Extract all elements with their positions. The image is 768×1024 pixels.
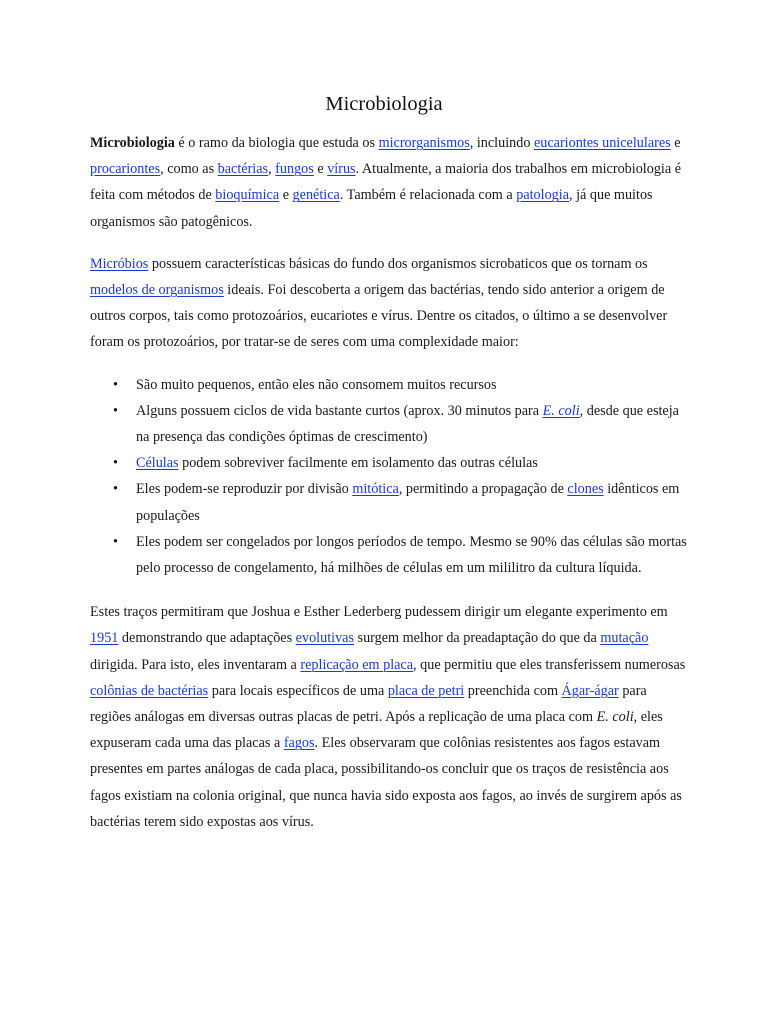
- list-item: [90, 398, 690, 450]
- text: para regiões análogas em diversas outras placas de petri. Após a replicação de uma placa com: [90, 682, 647, 726]
- bold-term-microbiologia: Microbiologia: [90, 135, 175, 151]
- characteristics-list: [90, 372, 690, 582]
- text: podem sobreviver facilmente em isolamento das outras células: [178, 455, 538, 472]
- link-microrganismos[interactable]: microrganismos: [378, 135, 470, 151]
- text: , permitindo a propagação de: [398, 481, 568, 498]
- list-item: [90, 450, 690, 476]
- text: . Também é relacionada com a: [339, 187, 517, 204]
- text: preenchida com: [464, 682, 562, 699]
- text: Estes traços permitiram que Joshua e Esther Lederberg pudessem dirigir um elegante experimento em: [90, 604, 668, 621]
- link-microbios[interactable]: Micróbios: [90, 255, 149, 272]
- link-placa-de-petri[interactable]: placa de petri: [387, 682, 465, 699]
- paragraph-microbios: [90, 251, 690, 356]
- italic-species-name: E. coli: [542, 402, 580, 419]
- link-bacterias[interactable]: bactérias: [217, 161, 269, 178]
- link-agar-agar[interactable]: Ágar-ágar: [561, 682, 619, 699]
- text: e: [670, 135, 681, 151]
- link-clones[interactable]: clones: [567, 481, 604, 498]
- list-item: [90, 372, 690, 398]
- text: , incluindo: [469, 135, 534, 151]
- paragraph-lederberg: [90, 599, 690, 835]
- link-mitotica[interactable]: mitótica: [352, 481, 399, 498]
- text: . Atualmente, a maioria dos trabalhos em microbiologia é feita com métodos de: [90, 161, 682, 204]
- text: Eles podem-se reproduzir por divisão: [136, 481, 353, 498]
- link-procariontes[interactable]: procariontes: [90, 161, 161, 178]
- text: , já que muitos organismos são patogênicos.: [90, 187, 653, 230]
- link-colonias-de-bacterias[interactable]: colônias de bactérias: [90, 682, 209, 699]
- text: e: [279, 187, 293, 204]
- article-body: [90, 130, 690, 851]
- link-modelos-de-organismos[interactable]: modelos de organismos: [90, 282, 224, 299]
- text: Alguns possuem ciclos de vida bastante curtos (aprox. 30 minutos para: [136, 402, 543, 419]
- link-eucariontes-unicelulares[interactable]: eucariontes unicelulares: [533, 135, 671, 151]
- text: . Eles observaram que colônias resistentes aos fagos estavam presentes em partes análogas de cada placa, possibilitando-os concluir que os traços de resistência aos fagos existiam na colonia original, que nunca havia sido exposta aos fagos, ao invés de surgirem após as bactérias terem sido expostas aos vírus.: [90, 735, 682, 830]
- list-item: [90, 529, 690, 581]
- text: São muito pequenos, então eles não consomem muitos recursos: [136, 376, 497, 393]
- page-title: Microbiologia: [325, 93, 443, 115]
- link-fungos[interactable]: fungos: [275, 161, 314, 178]
- text: ideais. Foi descoberta a origem das bactérias, tendo sido anterior a origem de outros corpos, tais como protozoários, eucariotes e vírus. Dentre os citados, o último a se desenvolver foram os protozoários, por tratar-se de seres com uma complexidade maior:: [90, 282, 668, 351]
- text: demonstrando que adaptações: [118, 630, 296, 647]
- italic-species-name: E. coli: [596, 709, 634, 726]
- list-item: [90, 476, 690, 528]
- link-bioquimica[interactable]: bioquímica: [215, 187, 280, 204]
- link-1951[interactable]: 1951: [90, 630, 119, 647]
- text: e: [313, 161, 328, 178]
- link-evolutivas[interactable]: evolutivas: [295, 630, 354, 647]
- link-genetica[interactable]: genética: [292, 187, 340, 204]
- text: idênticos em populações: [136, 481, 680, 524]
- link-virus[interactable]: vírus: [327, 161, 356, 178]
- text: Eles podem ser congelados por longos períodos de tempo. Mesmo se 90% das células são mortas pelo processo de congelamento, há milhões de células em um mililitro da cultura líquida.: [136, 533, 687, 577]
- link-celulas[interactable]: Células: [136, 455, 179, 472]
- text: dirigida. Para isto, eles inventaram a: [90, 656, 301, 673]
- text: , desde que esteja na presença das condições óptimas de crescimento): [136, 402, 679, 446]
- text: é o ramo da biologia que estuda os: [174, 135, 379, 151]
- text: , como as: [160, 161, 218, 178]
- link-replicacao-em-placa[interactable]: replicação em placa: [300, 656, 414, 673]
- link-patologia[interactable]: patologia: [516, 187, 570, 204]
- paragraph-intro: [90, 130, 690, 235]
- text: para locais específicos de uma: [208, 682, 388, 699]
- link-e-coli[interactable]: [543, 403, 580, 419]
- link-fagos[interactable]: fagos: [283, 735, 315, 752]
- text: possuem características básicas do fundo dos organismos sicrobaticos que os tornam os: [148, 255, 648, 272]
- text: surgem melhor da preadaptação do que da: [354, 630, 601, 647]
- text: , que permitiu que eles transferissem numerosas: [413, 656, 686, 673]
- text: ,: [268, 161, 276, 178]
- link-mutacao[interactable]: mutação: [600, 630, 649, 647]
- text: , eles expuseram cada uma das placas a: [90, 709, 663, 752]
